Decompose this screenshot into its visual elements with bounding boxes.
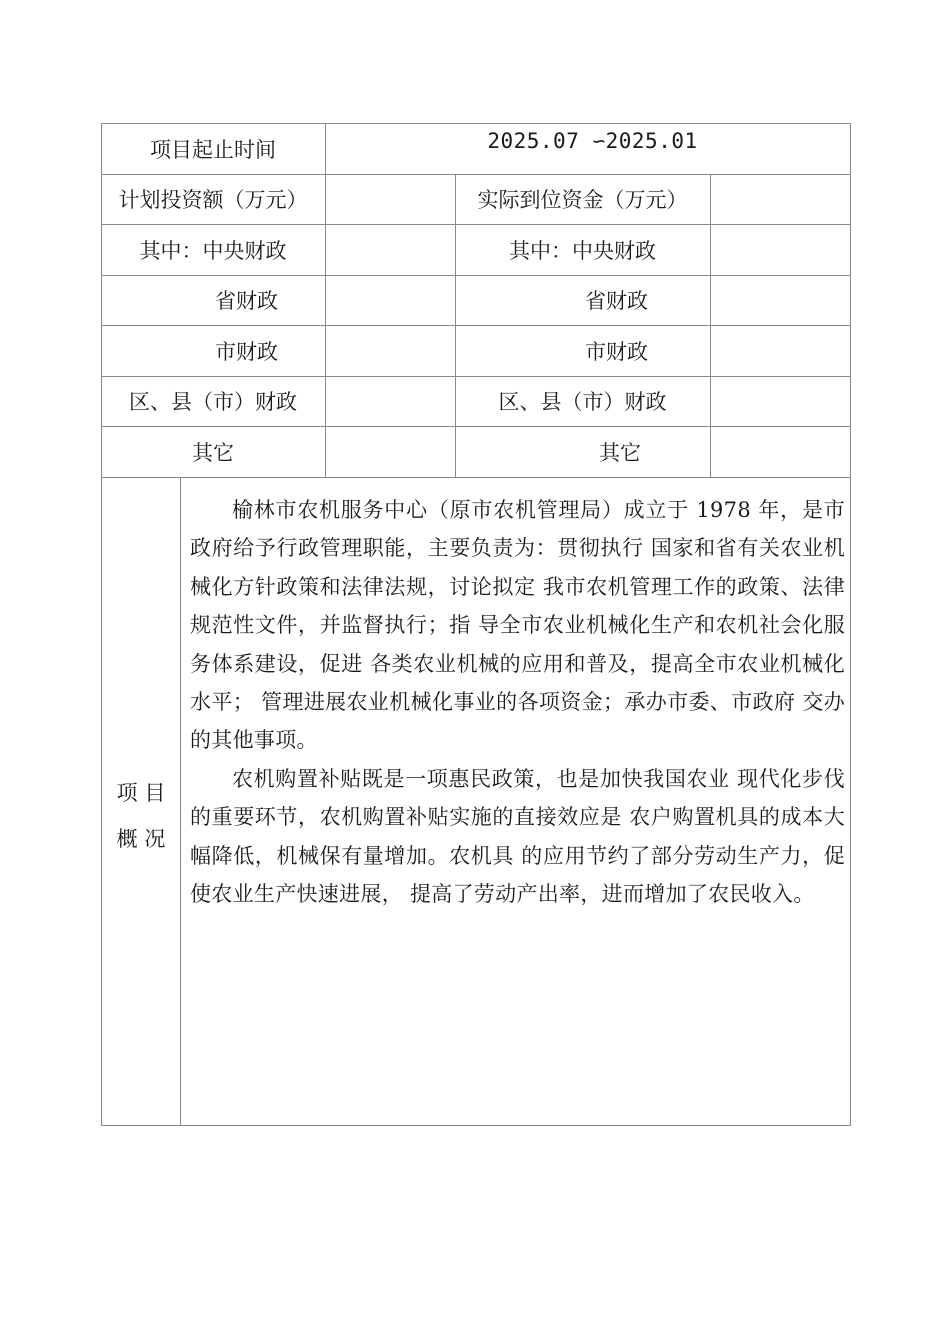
other-finance-label: 其它: [192, 440, 234, 465]
overview-text: [190, 491, 845, 913]
other-finance-label: 其它: [599, 440, 641, 465]
county-finance-label: 区、县（市）财政: [129, 390, 297, 414]
overview-label-line: 概 况: [116, 827, 166, 851]
overview-label-line: 项 目: [116, 781, 166, 805]
provincial-finance-label: 省财政: [215, 289, 278, 313]
municipal-finance-label: 市财政: [215, 339, 278, 364]
actual-funds-label: 实际到位资金（万元）: [477, 188, 688, 212]
county-finance-label: 区、县（市）财政: [498, 390, 667, 414]
time-label: 项目起止时间: [150, 137, 276, 162]
table-column-rule: [180, 477, 181, 1126]
table-column-rule: [325, 123, 326, 477]
table-border-right: [850, 123, 851, 1126]
overview-label: [102, 770, 180, 862]
provincial-finance-label: 省财政: [585, 289, 648, 313]
municipal-finance-label: 市财政: [585, 339, 648, 364]
table-rule: [101, 275, 851, 276]
overview-paragraph: 榆林市农机服务中心（原市农机管理局）成立于 1978 年，是市政府给予行政管理职能，主要负责为：贯彻执行 国家和省有关农业机械化方针政策和法律法规，讨论拟定 我市农机管理工作的政策、法律规范性文件，并监督执行；指 导全市农业机械化生产和农机社会化服务体系建设，促进 各类农业机械的应用和普及，提高全市农业机械化水平； 管理进展农业机械化事业的各项资金；承办市委、市政府 交办的其他事项。: [190, 498, 845, 753]
planned-investment-label: 计划投资额（万元）: [118, 188, 308, 212]
table-border-bottom: [101, 1125, 851, 1126]
time-value: 2025.07 ∽2025.01: [487, 129, 698, 153]
central-finance-label: 其中：中央财政: [139, 238, 287, 263]
central-finance-label: 其中：中央财政: [509, 238, 656, 263]
table-rule: [101, 477, 851, 478]
overview-paragraph: 农机购置补贴既是一项惠民政策，也是加快我国农业 现代化步伐的重要环节，农机购置补贴实施的直接效应是 农户购置机具的成本大幅降低，机械保有量增加。农机具 的应用节约了部分劳动生产力，促使农业生产快速进展， 提高了劳动产出率，进而增加了农民收入。: [190, 766, 845, 907]
table-rule: [101, 325, 851, 326]
